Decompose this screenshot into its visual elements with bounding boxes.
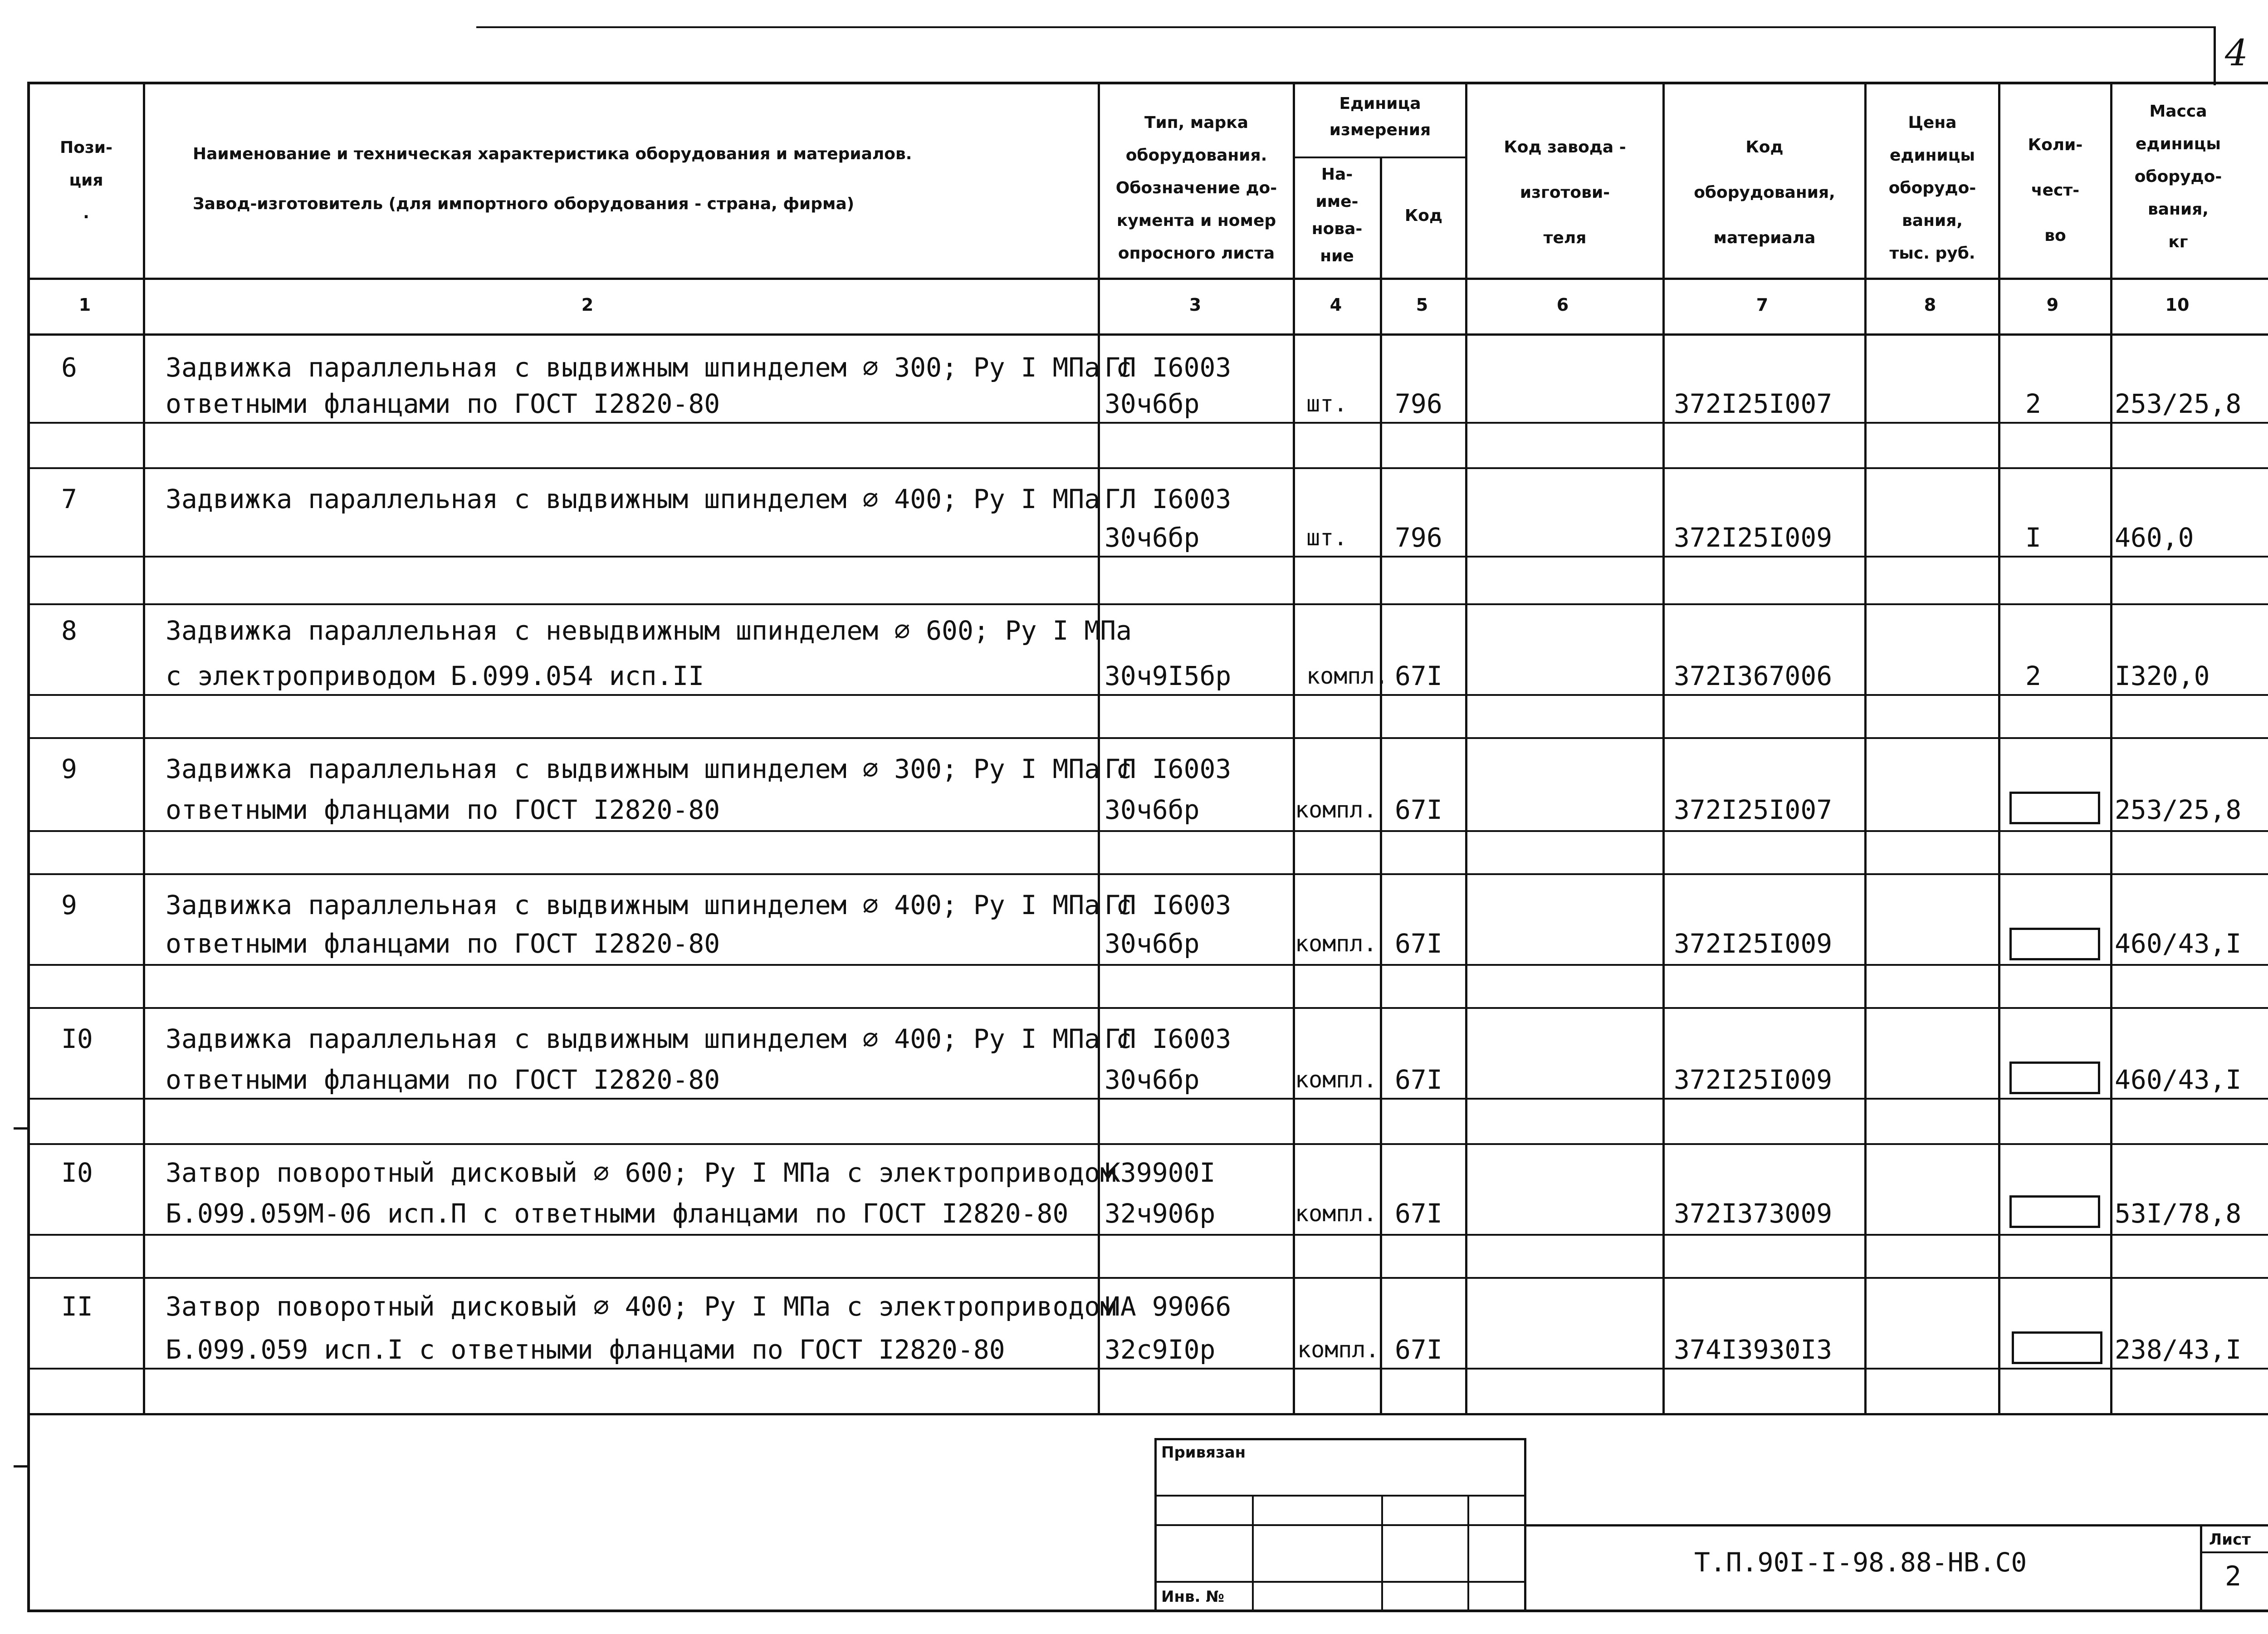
header-line: Код [1404,206,1443,225]
row-unit-code: 67I [1395,1198,1442,1229]
header-name [193,129,1095,229]
header-line: вания, [1902,211,1963,230]
row-name: Б.099.059 исп.I с ответными фланцами по ГОСТ I2820-80 [166,1334,1005,1365]
header-quantity [2000,122,2110,259]
quantity-box [2009,792,2100,824]
header-line: оборудо- [1888,179,1976,197]
quantity-box [2012,1331,2102,1364]
row-name: ответными фланцами по ГОСТ I2820-80 [166,928,720,959]
row-name: Задвижка параллельная с выдвижным шпинделем ∅ 300; Ру I МПа с [166,753,1132,784]
row-code: 372I25I007 [1674,794,1833,825]
row-type: ИА 99066 [1105,1291,1232,1322]
row-mass: 460,0 [2115,522,2194,553]
row-unit: компл. [1297,1336,1379,1363]
row-type: 30ч6бр [1105,1064,1200,1095]
header-line: Цена [1908,113,1957,132]
row-code: 372I25I009 [1674,522,1833,553]
header-line: ция [69,171,103,190]
row-position: 6 [61,352,77,383]
header-maker-code [1467,125,1662,261]
header-price [1867,107,1998,270]
row-type: 30ч6бр [1105,388,1200,419]
row-code: 372I25I007 [1674,388,1833,419]
row-position: 9 [61,753,77,784]
row-mass: 53I/78,8 [2115,1198,2242,1229]
header-line: ние [1320,247,1354,265]
row-unit-code: 67I [1395,928,1442,959]
row-unit: компл. [1295,1200,1377,1227]
header-mass [2112,95,2244,259]
column-number: 2 [581,295,594,315]
row-name: ответными фланцами по ГОСТ I2820-80 [166,794,720,825]
row-quantity: 2 [2025,388,2041,419]
row-unit-code: 796 [1395,522,1442,553]
header-equipment-code [1665,125,1864,261]
row-type: 30ч9I5бр [1105,660,1232,691]
row-mass: 253/25,8 [2115,794,2242,825]
header-line: Код завода - [1504,138,1626,157]
header-line: оборудования. [1125,146,1267,165]
quantity-box [2009,1195,2100,1228]
header-line: оборудо- [2134,167,2222,186]
row-position: I0 [61,1023,93,1054]
row-unit: компл. [1295,930,1377,957]
header-line: изготови- [1520,183,1610,202]
row-name: Задвижка параллельная с выдвижным шпинделем ∅ 400; Ру I МПа с [166,1023,1132,1054]
header-line: . [83,204,89,222]
row-type: 30ч6бр [1105,522,1200,553]
sheet-value: 2 [2225,1561,2242,1592]
header-type [1100,107,1293,270]
header-line: единицы [2135,135,2221,153]
header-line: измерения [1329,121,1431,139]
corner-sheet-number: 4 [2225,32,2248,74]
row-type: ГЛ I6003 [1105,890,1232,920]
row-mass: 460/43,I [2115,1064,2242,1095]
header-line: чест- [2031,181,2080,200]
header-line: Коли- [2028,136,2083,154]
row-name: Задвижка параллельная с невыдвижным шпинделем ∅ 600; Ру I МПа [166,615,1132,646]
row-name: Задвижка параллельная с выдвижным шпинделем ∅ 400; Ру I МПа с [166,890,1132,920]
header-unit-name [1295,161,1379,270]
header-line: тыс. руб. [1889,244,1975,263]
header-line: Масса [2149,102,2207,121]
header-line: Пози- [60,138,112,157]
row-position: II [61,1291,93,1322]
column-number: 5 [1416,295,1428,315]
row-mass: 238/43,I [2115,1334,2242,1365]
row-unit-code: 67I [1395,1334,1442,1365]
column-number: 3 [1189,295,1202,315]
row-position: 8 [61,615,77,646]
row-type: 30ч6бр [1105,794,1200,825]
row-type: 32с9I0р [1105,1334,1216,1365]
row-name: Задвижка параллельная с выдвижным шпинделем ∅ 300; Ру I МПа с [166,352,1132,383]
quantity-box [2009,1062,2100,1094]
row-unit-code: 67I [1395,794,1442,825]
sheet-label: Лист [2209,1531,2251,1549]
row-name: Затвор поворотный дисковый ∅ 600; Ру I МПа с электроприводом [166,1157,1116,1188]
header-line: вания, [2148,200,2209,219]
row-unit-code: 796 [1395,388,1442,419]
row-name: Затвор поворотный дисковый ∅ 400; Ру I МПа с электроприводом [166,1291,1116,1322]
header-unit-code [1382,200,1465,232]
header-line: Обозначение до- [1115,179,1277,197]
row-position: 7 [61,484,77,514]
header-line: Единица [1339,94,1421,113]
row-type: ГЛ I6003 [1105,352,1232,383]
row-quantity: 2 [2025,660,2041,691]
header-line: единицы [1889,146,1975,165]
row-quantity: I [2025,522,2041,553]
row-position: 9 [61,890,77,920]
row-unit: шт. [1306,524,1348,551]
row-mass: 253/25,8 [2115,388,2242,419]
row-type: 32ч906р [1105,1198,1216,1229]
row-unit: компл. [1295,1067,1377,1093]
row-type: К39900I [1105,1157,1216,1188]
header-line: оборудования, [1694,183,1835,202]
row-name: Б.099.059М-06 исп.П с ответными фланцами по ГОСТ I2820-80 [166,1198,1069,1229]
header-line: материала [1713,229,1816,247]
header-line: теля [1543,229,1587,247]
row-unit: компл. [1295,797,1377,823]
row-name: ответными фланцами по ГОСТ I2820-80 [166,388,720,419]
header-line: име- [1315,192,1359,211]
row-unit: компл. [1306,663,1388,689]
quantity-box [2009,928,2100,960]
header-line: Тип, марка [1144,113,1249,132]
attached-label: Привязан [1161,1443,1246,1462]
row-code: 372I367006 [1674,660,1833,691]
row-type: ГЛ I6003 [1105,1023,1232,1054]
header-line: опросного листа [1118,244,1275,263]
header-position [32,132,141,230]
column-number: 6 [1556,295,1569,315]
header-line: На- [1321,165,1353,184]
column-number: 8 [1924,295,1936,315]
row-position: I0 [61,1157,93,1188]
header-line: Код [1745,138,1784,157]
column-number: 1 [78,295,91,315]
header-line: нова- [1311,220,1363,238]
row-mass: 460/43,I [2115,928,2242,959]
row-name: Задвижка параллельная с выдвижным шпинделем ∅ 400; Ру I МПа [166,484,1100,514]
row-code: 372I25I009 [1674,1064,1833,1095]
column-number: 4 [1330,295,1342,315]
header-line: во [2044,226,2066,245]
inventory-label: Инв. № [1161,1588,1225,1606]
column-number: 7 [1756,295,1769,315]
row-code: 374I3930I3 [1674,1334,1833,1365]
row-type: ГЛ I6003 [1105,484,1232,514]
row-name: ответными фланцами по ГОСТ I2820-80 [166,1064,720,1095]
row-unit-code: 67I [1395,660,1442,691]
header-line: кумента и номер [1116,211,1276,230]
row-type: ГЛ I6003 [1105,753,1232,784]
row-unit: шт. [1306,391,1348,417]
row-unit-code: 67I [1395,1064,1442,1095]
document-code: Т.П.90I-I-98.88-НВ.С0 [1694,1547,2027,1578]
row-name: с электроприводом Б.099.054 исп.II [166,660,704,691]
row-code: 372I373009 [1674,1198,1833,1229]
row-type: 30ч6бр [1105,928,1200,959]
row-mass: I320,0 [2115,660,2210,691]
header-unit [1295,91,1465,143]
row-code: 372I25I009 [1674,928,1833,959]
column-number: 9 [2046,295,2059,315]
header-line: кг [2168,233,2188,251]
header-line: Наименование и техническая характеристика оборудования и материалов. [193,145,912,163]
header-line: Завод-изготовитель (для импортного оборудования - страна, фирма) [193,195,855,213]
column-number: 10 [2165,295,2190,315]
